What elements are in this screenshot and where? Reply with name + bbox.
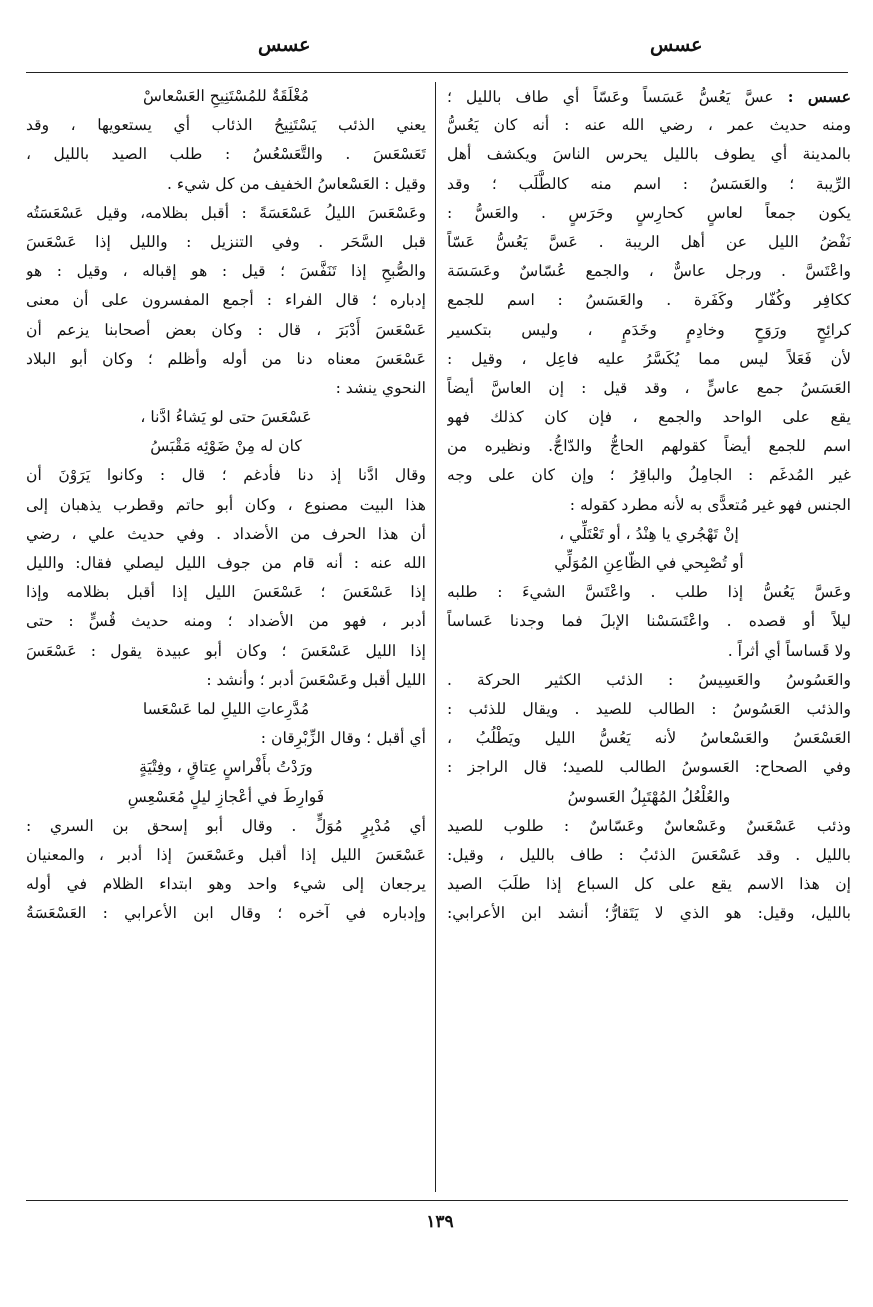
text-line: الجنس فهو غير مُتعدًّى به لأنه مطرد كقوله : (569, 495, 851, 514)
text-line: نَفْضُ الليل عن أهل الريبة . عَسَّ يَعُسُّ عَسّاً (447, 232, 851, 251)
text-line: بالليل . وقد عَسْعَسَ الذئبُ : طاف بالليل ، وقيل: (447, 845, 851, 864)
text-line: أدبر ، فهو من الأضداد ؛ ومنه حديث قُسٍّ : حتى (26, 612, 426, 631)
text-line: وعَسَّ يَعُسُّ إذا طلب . واعْتَسَّ الشيءَ : طلبه (447, 583, 851, 602)
page-number: ١٣٩ (426, 1212, 454, 1232)
text-line: وقيل : العَسْعاسُ الخفيف من كل شيء . (167, 174, 426, 193)
verse-line: عَسْعَسَ حتى لو يَشاءُ ادَّنا ، (140, 408, 312, 427)
text-line: كرائِحٍ ورَوَحٍ وخادِمٍ وخَدَمٍ ، وليس بتكسير (447, 320, 851, 339)
header-headword-left: عسس (258, 34, 311, 56)
text-line: عَسْعَسَ الليل إذا أقبل وعَسْعَسَ إذا أدبر ، والمعنيان (26, 845, 426, 864)
verse-line: كان له مِنْ ضَوْئِه مَقْبَسُ (150, 437, 302, 456)
text-line: إدباره ؛ قال الفراء : أجمع المفسرون على أن معنى (26, 291, 426, 310)
verse-line: إنْ تَهْجُري يا هِنْدُ ، أو تَعْتَلِّي ، (559, 524, 739, 543)
text-line: تَعَسْعَسَ . والتَّعَسْعُسُ : طلب الصيد بالليل ، (26, 145, 426, 164)
verse-line: والعُلْعُلُ المُهْتَبِلُ العَسوسُ (567, 787, 731, 806)
left-column (26, 82, 426, 1192)
text-line: غير المُدغَم : الجامِلُ والباقِرُ ؛ وإن كان على وجه (447, 466, 851, 485)
text-line: قبل السَّحَر . وفي التنزيل : والليل إذا عَسْعَسَ (26, 232, 426, 251)
text-line: بالمدينة أي يطوف بالليل يحرس الناسَ ويكشف أهل (447, 145, 851, 164)
text-line: والذئب العَسُوسُ : الطالب للصيد . ويقال للذئب : (447, 699, 851, 718)
text-line: ومنه حديث عمر ، رضي الله عنه : أنه كان يَعُسُّ (447, 116, 851, 135)
right-column (447, 82, 851, 1192)
text-line: اسم للجمع أيضاً كقولهم الحاجُّ والدّاجُّ. ونظيره من (447, 437, 851, 456)
text-line: والعَسُوسُ والعَسِيسُ : الذئب الكثير الحركة . (447, 670, 851, 689)
verse-line: مُدَّرِعاتِ الليلِ لما عَسْعَسا (142, 699, 310, 718)
header-rule (26, 72, 848, 73)
text-line: وقال ادَّنا إذ دنا فأدغم ؛ قال : وكانوا يَرَوْنَ أن (26, 466, 426, 485)
text-line: إن هذا الاسم يقع على كل السباع إذا طلَبَ الصيد (447, 875, 851, 894)
text-line: يرجعان إلى شيء واحد وهو ابتداء الظلام في أوله (26, 875, 426, 894)
text-line: عَسْعَسَ أَدْبَرَ ، قال : وكان بعض أصحابنا يزعم أن (26, 320, 426, 339)
footer-rule (26, 1200, 848, 1201)
text-line: عسس : عسَّ يَعُسُّ عَسَساً وعَسّاً أي طاف بالليل ؛ (447, 87, 851, 106)
text-line: أي مُدْبِرٍ مُوَلٍّ . وقال أبو إسحق بن السري : (26, 816, 426, 835)
text-line: وعَسْعَسَ الليلُ عَسْعَسَةً : أقبل بظلامه، وقيل عَسْعَسَتُه (26, 203, 426, 222)
text-line: ليلاً أو قصده . واعْتَسَسْنا الإبلَ فما وجدنا عَساساً (447, 612, 851, 631)
verse-line: فَوارِطَ في أعْجازِ ليلٍ مُعَسْعِسِ (127, 787, 325, 806)
text-line: إذا الليل عَسْعَسَ ؛ وكان أبو عبيدة يقول : عَسْعَسَ (26, 641, 426, 660)
text-line: العَسَسُ جمع عاسٍّ ، وقد قيل : إن العاسَّ أيضاً (447, 378, 851, 397)
column-divider (435, 82, 436, 1192)
text-line: هذا البيت مصنوع ، وكان أبو حاتم وقطرب يذهبان إلى (26, 495, 426, 514)
text-line: الليل أقبل وعَسْعَسَ أدبر ؛ وأنشد : (206, 670, 426, 689)
header-headword-right: عسس (650, 34, 703, 56)
text-line: وإدباره في آخره ؛ وقال ابن الأعرابي : العَسْعَسَةُ (26, 904, 426, 923)
text-line: أن هذا الحرف من الأضداد . وفي حديث علي ، رضي (26, 524, 426, 543)
text-line: الرِّيبة ؛ والعَسَسُ : اسم منه كالطَّلَب ؛ وقد (447, 174, 851, 193)
text-line: النحوي ينشد : (335, 378, 426, 397)
entry-headword: عسس : (787, 87, 851, 106)
text-line: يعني الذئب يَسْتَنِيحُ الذئاب أي يستعويها ، وقد (26, 116, 426, 135)
text-line: والصُّبحِ إذا تَنَفَّسَ ؛ قيل : هو إقباله ، وقيل : هو (26, 262, 426, 281)
text-line: يكون جمعاً لعاسٍ كحارِسٍ وحَرَسٍ . والعَسُّ : (447, 203, 851, 222)
text-line: يقع على الواحد والجمع ، فإن كان كذلك فهو (447, 408, 851, 427)
text-line: وذئب عَسْعَسٌ وعَسْعاسٌ وعَسّاسٌ : طلوب للصيد (447, 816, 851, 835)
verse-line: أو تُصْبِحي في الظّاعِنِ المُوَلِّي (554, 554, 744, 572)
text-line: إذا عَسْعَسَ ؛ عَسْعَسَ الليل إذا أقبل بظلامه وإذا (26, 583, 426, 602)
text-line: واعْتَسَّ . ورجل عاسٌّ ، والجمع عُسّاسٌ وعَسَسَة (447, 262, 851, 281)
verse-line: ورَدْتُ بأَفْراسٍ عِتاقٍ ، وفِتْيَةٍ (139, 758, 313, 777)
page-header (28, 34, 848, 64)
text-line: ككافِر وكُفّار وكَفَرة . والعَسَسُ : اسم للجمع (447, 291, 851, 310)
text-line: لأن فَعَلاً ليس مما يُكَسَّرُ عليه فاعِل ، وقيل : (447, 349, 851, 368)
text-line: الله عنه : أنه قام من جوف الليل ليصلي فقال: والليل (26, 554, 426, 572)
text-line: ولا قَساساً أي أثراً . (727, 641, 851, 660)
text-line: عَسْعَسَ معناه دنا من أوله وأظلم ؛ وكان أبو البلاد (26, 349, 426, 368)
text-line: بالليل، وقيل: هو الذي لا يَتَقارُّ؛ أنشد ابن الأعرابي: (447, 904, 851, 923)
text-line: وفي الصحاح: العَسوسُ الطالب للصيد؛ قال الراجز : (447, 758, 851, 777)
verse-line: مُغْلَقَةٌ للمُسْتَنِيحِ العَسْعاسْ (142, 87, 310, 105)
text-line: العَسْعَسُ والعَسْعاسُ لأنه يَعُسُّ الليل ويَطْلُبُ ، (447, 729, 851, 748)
text-line: أي أقبل ؛ وقال الزِّبْرِقان : (260, 729, 426, 748)
